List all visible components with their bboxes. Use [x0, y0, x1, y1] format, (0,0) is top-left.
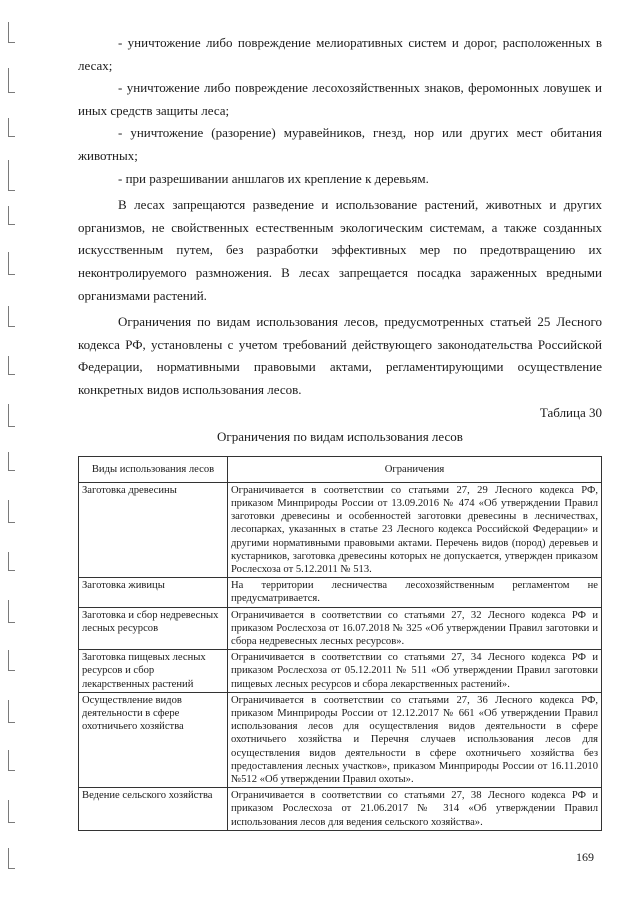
usage-type-cell: Ведение сельского хозяйства	[79, 788, 228, 831]
restriction-cell: Ограничивается в соответствии со статьями 27, 38 Лесного кодекса РФ и приказом Рослесхоза от 21.06.2017 № 314 «Об утверждении Правил использования лесов для ведения сельского хозяйства».	[228, 788, 602, 831]
binder-mark	[8, 118, 15, 137]
restriction-cell: Ограничивается в соответствии со статьями 27, 34 Лесного кодекса РФ и приказом Рослесхоза от 05.12.2011 № 511 «Об утверждении Правил заготовки пищевых лесных ресурсов и сбора лекарственных растений».	[228, 650, 602, 693]
bullet-item: - уничтожение (разорение) муравейников, гнезд, нор или других мест обитания животных;	[78, 125, 602, 163]
table-title: Ограничения по видам использования лесов	[217, 428, 463, 444]
table-caption: Таблица 30	[539, 404, 602, 420]
page-number: 169	[576, 850, 594, 864]
binder-mark	[8, 404, 15, 427]
bullet-item: - уничтожение либо повреждение лесохозяйственных знаков, феромонных ловушек и иных средств защиты леса;	[78, 80, 602, 118]
binder-mark	[8, 500, 15, 523]
usage-type-cell: Заготовка живицы	[79, 578, 228, 607]
table-row	[79, 482, 602, 577]
table-row	[79, 788, 602, 831]
usage-type-cell: Заготовка пищевых лесных ресурсов и сбор лекарственных растений	[79, 650, 228, 693]
body-paragraph: В лесах запрещаются разведение и использование растений, животных и других организмов, не свойственных естественным экологическим системам, а также созданных искусственным путем, без разработки эффективных мер по предотвращению их неконтролируемого размножения. В лесах запрещается посадка зараженных вредными организмами растений.	[78, 197, 602, 303]
binder-mark	[8, 800, 15, 823]
binder-mark	[8, 356, 15, 375]
table-row	[79, 692, 602, 787]
binder-mark	[8, 700, 15, 723]
restrictions-table	[78, 456, 602, 831]
usage-type-cell: Осуществление видов деятельности в сфере охотничьего хозяйства	[79, 692, 228, 787]
binder-mark	[8, 848, 15, 869]
binder-mark	[8, 600, 15, 623]
restriction-cell: Ограничивается в соответствии со статьями 27, 32 Лесного кодекса РФ и приказом Рослесхоза от 16.07.2018 № 325 «Об утверждении Правил заготовки и сбора недревесных лесных ресурсов».	[228, 607, 602, 650]
binder-mark	[8, 252, 15, 275]
page-content	[78, 32, 602, 831]
binder-mark	[8, 750, 15, 771]
table-row	[79, 607, 602, 650]
binder-mark	[8, 206, 15, 225]
restriction-cell: На территории лесничества лесохозяйственным регламентом не предусматривается.	[228, 578, 602, 607]
binder-mark	[8, 452, 15, 471]
table-row	[79, 578, 602, 607]
binder-margin	[0, 0, 30, 905]
bullet-item: - уничтожение либо повреждение мелиоративных систем и дорог, расположенных в лесах;	[78, 35, 602, 73]
header-cell-restrictions: Ограничения	[228, 456, 602, 482]
restriction-cell: Ограничивается в соответствии со статьями 27, 36 Лесного кодекса РФ, приказом Минприроды России от 12.12.2017 № 661 «Об утверждении Правил использования лесов для осуществления видов деятельности в сфере охотничьего хозяйства и Перечня случаев использования лесов для осуществления видов деятельности в сфере охотничьего хозяйства без предоставления лесных участков», приказом Минприроды России от 16.11.2010 №512 «Об утверждении Правил охоты».	[228, 692, 602, 787]
binder-mark	[8, 68, 15, 93]
usage-type-cell: Заготовка и сбор недревесных лесных ресурсов	[79, 607, 228, 650]
binder-mark	[8, 552, 15, 571]
restriction-cell: Ограничивается в соответствии со статьями 27, 29 Лесного кодекса РФ, приказом Минприроды России от 13.09.2016 № 474 «Об утверждении Правил заготовки древесины и особенностей заготовки древесины в лесничествах, лесопарках, указанных в статье 23 Лесного кодекса Российской Федерации» и другими нормативными правовыми актами. Перечень видов (пород) деревьев и кустарников, заготовка древесины которых не допускается, утвержден приказом Рослесхоза от 5.12.2011 № 513.	[228, 482, 602, 577]
usage-type-cell: Заготовка древесины	[79, 482, 228, 577]
binder-mark	[8, 22, 15, 43]
bullet-item: - при разрешивании аншлагов их крепление к деревьям.	[118, 170, 429, 186]
binder-mark	[8, 650, 15, 671]
binder-mark	[8, 306, 15, 327]
table-row	[79, 650, 602, 693]
binder-mark	[8, 160, 15, 191]
body-paragraph: Ограничения по видам использования лесов, предусмотренных статьей 25 Лесного кодекса РФ, установлены с учетом требований действующего законодательства Российской Федерации, нормативными правовыми актами, регламентирующими осуществление конкретных видов использования лесов.	[78, 314, 602, 397]
table-header-row	[79, 456, 602, 482]
header-cell-usage-type: Виды использования лесов	[79, 456, 228, 482]
